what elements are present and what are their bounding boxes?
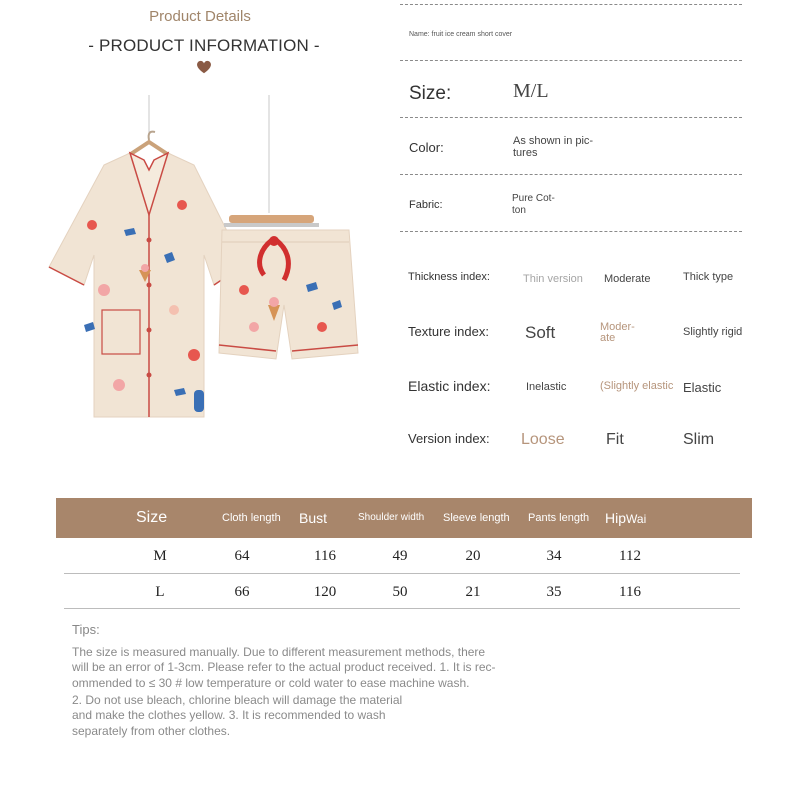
size-label: Size: [409, 83, 452, 104]
cell-bust-l: 120 [313, 584, 337, 600]
divider [400, 60, 742, 61]
tips-paragraph-1: The size is measured manually. Due to different measurement methods, there will be an error of 1-3cm. Please refer to the actual product received. 1. It is rec- ommended to ≤ 30 # low temperature or cold water to ease machine wash. [72, 645, 496, 690]
version-index-label: Version index: [408, 431, 490, 446]
cell-pants-m: 34 [546, 548, 562, 564]
header-size: Size [136, 509, 168, 526]
product-details-title: Product Details [149, 8, 251, 25]
tips-label: Tips: [72, 622, 100, 637]
thickness-option-moderate: Moderate [604, 273, 651, 285]
version-option-fit: Fit [606, 431, 624, 448]
thickness-option-thick: Thick type [683, 271, 734, 283]
heart-icon [195, 58, 213, 76]
texture-option-moderate: Moder- ate [600, 321, 635, 344]
cell-sleeve-l: 21 [465, 584, 481, 600]
color-value: As shown in pic- tures [513, 135, 594, 159]
product-name: Name: fruit ice cream short cover [409, 31, 513, 38]
thickness-index-label: Thickness index: [408, 271, 490, 283]
version-option-slim: Slim [683, 431, 715, 448]
header-bust: Bust [299, 510, 328, 526]
cell-pants-l: 35 [546, 584, 562, 600]
elastic-index-label: Elastic index: [408, 378, 491, 394]
header-hip: HipWai [605, 510, 647, 526]
cell-size-l: L [155, 584, 165, 600]
fabric-value: Pure Cot- ton [512, 193, 555, 216]
divider [400, 4, 742, 5]
cell-cloth-length-l: 66 [234, 584, 250, 600]
divider [400, 174, 742, 175]
size-table-header [56, 498, 752, 538]
cell-size-m: M [153, 548, 167, 564]
cell-hip-l: 116 [619, 584, 641, 600]
cell-bust-m: 116 [314, 548, 336, 564]
size-value: M/L [513, 80, 549, 102]
elastic-option-inelastic: Inelastic [526, 381, 567, 393]
texture-option-slightly-rigid: Slightly rigid [683, 326, 743, 338]
texture-option-soft: Soft [525, 323, 556, 342]
header-pants-length: Pants length [528, 512, 590, 524]
elastic-option-slightly-elastic: (Slightly elastic [600, 380, 674, 392]
row-divider [64, 608, 740, 609]
cell-hip-m: 112 [619, 548, 641, 564]
cell-sleeve-m: 20 [465, 548, 481, 564]
texture-index-label: Texture index: [408, 324, 489, 339]
version-option-loose: Loose [521, 431, 565, 448]
color-label: Color: [409, 140, 444, 155]
pajama-set-image [44, 95, 364, 425]
product-information-title: - PRODUCT INFORMATION - [88, 36, 320, 55]
divider [400, 117, 742, 118]
cell-shoulder-m: 49 [392, 548, 408, 564]
header-shoulder-width: Shoulder width [358, 512, 425, 523]
elastic-option-elastic: Elastic [683, 380, 722, 395]
cell-cloth-length-m: 64 [234, 548, 250, 564]
header-sleeve-length: Sleeve length [443, 512, 510, 524]
cell-shoulder-l: 50 [392, 584, 408, 600]
header-cloth-length: Cloth length [222, 512, 281, 524]
divider [400, 231, 742, 232]
thickness-option-thin: Thin version [523, 273, 583, 285]
fabric-label: Fabric: [409, 199, 443, 211]
row-divider [64, 573, 740, 574]
tips-paragraph-2: 2. Do not use bleach, chlorine bleach will damage the material and make the clothes yellow. 3. It is recommended to wash separately from other clothes. [72, 693, 403, 738]
